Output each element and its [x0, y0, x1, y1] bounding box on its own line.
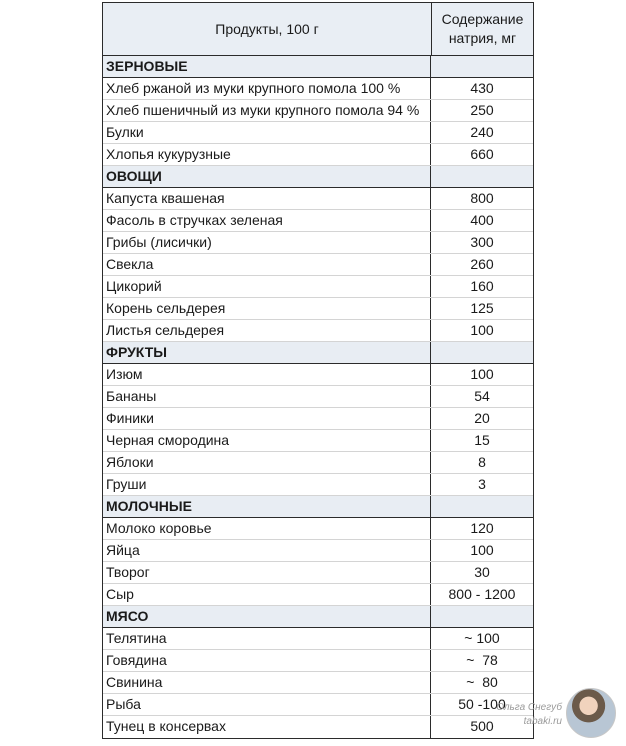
table-row [103, 232, 533, 254]
sodium-value: 125 [470, 300, 494, 316]
product-name: Тунец в консервах [103, 716, 431, 738]
table-row [103, 100, 533, 122]
product-name: Свекла [103, 254, 431, 275]
sodium-value: 54 [474, 388, 490, 404]
section-title: МЯСО [103, 606, 431, 627]
section-row [103, 56, 533, 78]
sodium-value: 300 [470, 234, 494, 250]
table-row [103, 276, 533, 298]
section-title: ЗЕРНОВЫЕ [103, 56, 431, 77]
section-row [103, 166, 533, 188]
table-row [103, 628, 533, 650]
sodium-value [431, 56, 533, 77]
product-name: Корень сельдерея [103, 298, 431, 319]
sodium-value: 100 [470, 322, 494, 338]
product-name: Изюм [103, 364, 431, 385]
section-row [103, 496, 533, 518]
product-name: Хлеб пшеничный из муки крупного помола 94 % [103, 100, 431, 121]
table-row [103, 408, 533, 430]
sodium-value [431, 496, 533, 517]
table-row [103, 144, 533, 166]
sodium-value: 20 [474, 410, 490, 426]
table-row [103, 562, 533, 584]
sodium-value [431, 342, 533, 363]
section-title: ОВОЩИ [103, 166, 431, 187]
sodium-value: 430 [470, 80, 494, 96]
sodium-value [431, 166, 533, 187]
sodium-value: 500 [470, 718, 494, 734]
sodium-value: 160 [470, 278, 494, 294]
product-name: Листья сельдерея [103, 320, 431, 341]
sodium-value: 660 [470, 146, 494, 162]
product-name: Телятина [103, 628, 431, 649]
section-row [103, 342, 533, 364]
sodium-value: 800 [470, 190, 494, 206]
sodium-value: ~ 80 [466, 674, 498, 690]
product-name: Бананы [103, 386, 431, 407]
watermark-author: Ольга Снегуб [496, 702, 562, 713]
table-row [103, 694, 533, 716]
sodium-value: 8 [478, 454, 486, 470]
product-name: Фасоль в стручках зеленая [103, 210, 431, 231]
sodium-value: 100 [470, 366, 494, 382]
table-row [103, 584, 533, 606]
sodium-table [102, 2, 534, 739]
table-header [103, 3, 533, 56]
product-name: Свинина [103, 672, 431, 693]
table-body [103, 56, 533, 738]
product-name: Сыр [103, 584, 431, 605]
table-row [103, 452, 533, 474]
sodium-value: 30 [474, 564, 490, 580]
table-row [103, 364, 533, 386]
section-row [103, 606, 533, 628]
table-row [103, 540, 533, 562]
sodium-value: ~ 78 [466, 652, 498, 668]
product-name: Молоко коровье [103, 518, 431, 539]
table-row [103, 672, 533, 694]
product-name: Рыба [103, 694, 431, 715]
header-sodium: Содержание натрия, мг [441, 11, 524, 46]
sodium-value: 260 [470, 256, 494, 272]
table-row [103, 188, 533, 210]
table-row [103, 210, 533, 232]
table-row [103, 518, 533, 540]
product-name: Черная смородина [103, 430, 431, 451]
sodium-value [431, 606, 533, 627]
product-name: Булки [103, 122, 431, 143]
product-name: Груши [103, 474, 431, 495]
header-product: Продукты, 100 г [103, 3, 432, 55]
table-row [103, 386, 533, 408]
product-name: Финики [103, 408, 431, 429]
product-name: Говядина [103, 650, 431, 671]
section-title: ФРУКТЫ [103, 342, 431, 363]
sodium-value: 15 [474, 432, 490, 448]
product-name: Яблоки [103, 452, 431, 473]
table-row [103, 78, 533, 100]
product-name: Хлеб ржаной из муки крупного помола 100 % [103, 78, 431, 99]
avatar [566, 688, 616, 738]
sodium-value: 400 [470, 212, 494, 228]
sodium-value: 120 [470, 520, 494, 536]
sodium-value: 50 -100 [458, 696, 506, 712]
product-name: Цикорий [103, 276, 431, 297]
watermark [470, 686, 620, 742]
sodium-value: 3 [478, 476, 486, 492]
product-name: Грибы (лисички) [103, 232, 431, 253]
watermark-site: tabaki.ru [523, 716, 562, 727]
sodium-value: 100 [470, 542, 494, 558]
product-name: Хлопья кукурузные [103, 144, 431, 165]
sodium-value: ~ 100 [464, 630, 500, 646]
table-row [103, 254, 533, 276]
table-row [103, 430, 533, 452]
table-row [103, 716, 533, 738]
product-name: Творог [103, 562, 431, 583]
sodium-value: 240 [470, 124, 494, 140]
sodium-value: 800 - 1200 [448, 586, 516, 602]
table-row [103, 474, 533, 496]
product-name: Капуста квашеная [103, 188, 431, 209]
product-name: Яйца [103, 540, 431, 561]
section-title: МОЛОЧНЫЕ [103, 496, 431, 517]
table-row [103, 320, 533, 342]
table-row [103, 298, 533, 320]
table-row [103, 650, 533, 672]
sodium-value: 250 [470, 102, 494, 118]
table-row [103, 122, 533, 144]
